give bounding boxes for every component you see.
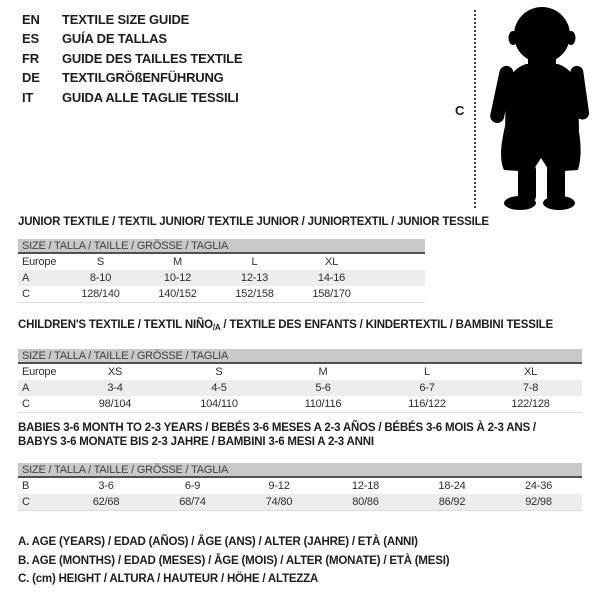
size-value-cell: 3-4 [63, 380, 167, 396]
language-title: TEXTILGRÖßENFÜHRUNG [62, 70, 224, 86]
filler-cell [370, 254, 425, 270]
size-label-cell: A [18, 380, 63, 396]
filler-cell [370, 270, 425, 286]
table-row-europe [18, 254, 425, 270]
language-code: FR [22, 50, 39, 66]
filler-cell [370, 286, 425, 303]
size-value-cell: 68/74 [149, 494, 236, 511]
size-label-cell: Europe [22, 256, 57, 268]
children-size-table [18, 364, 582, 413]
size-value-cell: 122/128 [511, 398, 550, 410]
size-value-cell: XS [107, 366, 123, 378]
section-junior-title: JUNIOR TEXTILE / TEXTIL JUNIOR/ TEXTILE JUNIOR / JUNIORTEXTIL / JUNIOR TESSILE [18, 216, 489, 228]
size-value-cell: 98/104 [98, 398, 132, 410]
section-babies-title-line1: BABIES 3-6 MONTH TO 2-3 YEARS / BEBÉS 3-6 MESES A 2-3 AÑOS / BÉBÉS 3-6 MOIS À 2-3 ANS / [18, 422, 536, 434]
language-row-en [22, 10, 242, 29]
height-measure-dotted-line [474, 10, 476, 208]
size-value-cell: 128/140 [81, 288, 120, 300]
language-title: GUÍA DE TALLAS [62, 31, 167, 47]
language-title: GUIDE DES TAILLES TEXTILE [62, 50, 243, 66]
language-row-de [22, 68, 242, 87]
size-value-cell: XL [324, 256, 339, 268]
size-value-cell: 10-12 [139, 270, 216, 286]
size-label-cell: Europe [22, 366, 57, 378]
size-value-cell: L [424, 366, 430, 378]
size-label-cell: C [18, 494, 63, 511]
size-value-cell: 80/86 [322, 494, 409, 511]
language-code: DE [22, 70, 40, 86]
legend-height-cm: C. (cm) HEIGHT / ALTURA / HAUTEUR / HÖHE / ALTEZZA [18, 573, 319, 586]
size-value-cell: 5-6 [271, 380, 375, 396]
size-value-cell: 92/98 [495, 494, 582, 511]
size-value-cell: S [96, 256, 105, 268]
size-label-cell: B [22, 480, 30, 492]
size-value-cell: 12-18 [351, 480, 380, 492]
language-title: TEXTILE SIZE GUIDE [62, 12, 190, 27]
section-children-title-sub: /A [212, 323, 221, 332]
legend-age-years: A. AGE (YEARS) / EDAD (AÑOS) / ÂGE (ANS) / ALTER (JAHRE) / ETÀ (ANNI) [18, 536, 418, 548]
size-header-bar: SIZE / TALLA / TAILLE / GRÖSSE / TAGLIA [18, 239, 425, 254]
language-title: GUIDA ALLE TAGLIE TESSILI [62, 89, 239, 105]
language-row-fr [22, 49, 242, 68]
language-row-es [22, 29, 242, 48]
size-value-cell: 18-24 [438, 480, 466, 492]
language-code: EN [22, 12, 40, 27]
table-row-height [18, 286, 425, 303]
language-row-it [22, 88, 242, 107]
table-row-age [18, 380, 582, 396]
size-value-cell: L [251, 256, 258, 268]
section-children-textile [18, 318, 582, 413]
size-value-cell: M [318, 366, 328, 378]
size-value-cell: 152/158 [235, 288, 274, 300]
size-value-cell: 14-16 [293, 270, 370, 286]
size-value-cell: 110/116 [304, 398, 342, 410]
size-header-bar: SIZE / TALLA / TAILLE / GRÖSSE / TAGLIA [18, 463, 582, 478]
size-value-cell: 8-10 [62, 270, 139, 286]
size-value-cell: 3-6 [98, 480, 114, 492]
language-code: IT [22, 89, 34, 105]
section-children-title [18, 318, 582, 335]
size-value-cell: 24-36 [524, 480, 553, 492]
size-value-cell: M [173, 256, 182, 268]
size-value-cell: 9-12 [268, 480, 290, 492]
legend [18, 533, 449, 589]
size-value-cell: 7-8 [479, 380, 582, 396]
junior-size-table [18, 254, 425, 303]
section-babies-title-line2: BABYS 3-6 MONATE BIS 2-3 JAHRE / BAMBINI 3-6 MESI A 2-3 ANNI [18, 436, 374, 448]
babies-size-table [18, 478, 582, 511]
size-value-cell: 6-7 [375, 380, 479, 396]
size-label-cell: C [22, 398, 30, 410]
height-measure-label: C [455, 103, 465, 118]
size-value-cell: 74/80 [236, 494, 322, 511]
size-value-cell: 140/152 [158, 288, 197, 300]
language-code: ES [22, 31, 39, 47]
section-junior-textile [18, 215, 489, 303]
legend-age-months: B. AGE (MONTHS) / EDAD (MESES) / ÂGE (MOIS) / ALTER (MONATE) / ETÀ (MESI) [18, 554, 450, 567]
section-children-title-post: / TEXTILE DES ENFANTS / KINDERTEXTIL / BAMBINI TESSILE [220, 319, 553, 331]
size-value-cell: 158/170 [312, 288, 351, 300]
size-value-cell: 104/110 [200, 398, 238, 410]
size-label-cell: A [18, 270, 62, 286]
table-row-height [18, 494, 582, 511]
table-row-europe [18, 364, 582, 380]
size-label-cell: C [22, 288, 30, 300]
size-value-cell: 86/92 [409, 494, 495, 511]
size-value-cell: XL [523, 366, 538, 378]
size-value-cell: 12-13 [216, 270, 293, 286]
table-row-age-months [18, 478, 582, 494]
size-value-cell: 4-5 [167, 380, 271, 396]
table-row-age [18, 270, 425, 286]
size-value-cell: 6-9 [184, 480, 201, 492]
size-header-bar: SIZE / TALLA / TAILLE / GRÖSSE / TAGLIA [18, 349, 582, 364]
size-value-cell: 62/68 [63, 494, 149, 511]
language-title-list [22, 10, 242, 107]
section-children-title-pre: CHILDREN'S TEXTILE / TEXTIL NIÑO [18, 319, 213, 331]
size-value-cell: S [215, 366, 223, 378]
section-babies-textile [18, 421, 582, 511]
size-value-cell: 116/122 [408, 398, 446, 410]
baby-silhouette-icon [486, 4, 598, 212]
table-row-height [18, 396, 582, 413]
section-babies-title [18, 421, 582, 449]
